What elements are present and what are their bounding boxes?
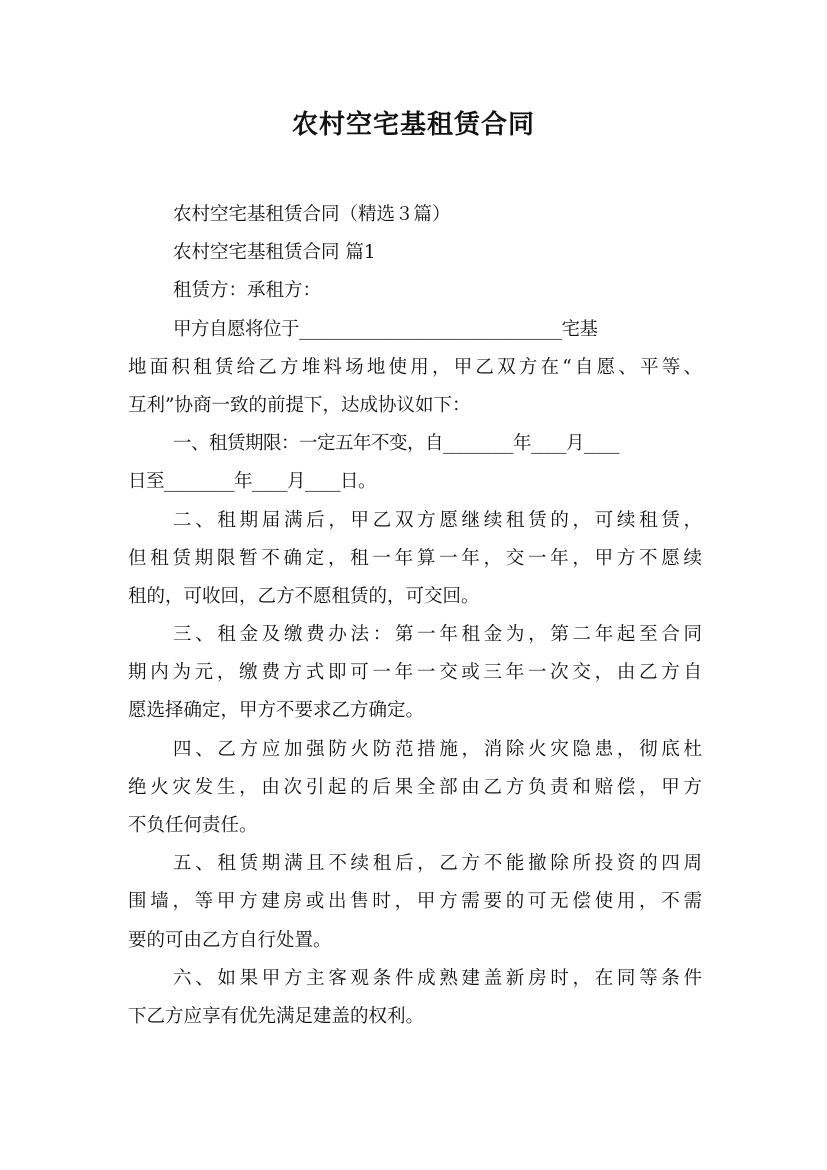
text-line: 围墙，等甲方建房或出售时，甲方需要的可无偿使用，不需 — [128, 891, 702, 913]
text-line: 互利”协商一致的前提下，达成协议如下： — [128, 394, 471, 416]
text-line: 要的可由乙方自行处置。 — [128, 929, 332, 951]
text-line: 不负任何责任。 — [128, 815, 258, 836]
text-line: 租的，可收回，乙方不愿租赁的，可交回。 — [128, 585, 480, 607]
text-line: 五、租赁期满且不续租后，乙方不能撤除所投资的四周 — [173, 853, 702, 875]
document-title: 农村空宅基租赁合同 — [291, 110, 535, 140]
text-line: 四、乙方应加强防火防范措施，消除火灾隐患，彻底杜 — [173, 738, 702, 760]
text-line: 但租赁期限暂不确定，租一年算一年，交一年，甲方不愿续 — [128, 547, 702, 569]
text-line: 日至________年____月____日。 — [128, 471, 377, 493]
text-line: 地面积租赁给乙方堆料场地使用，甲乙双方在“自愿、平等、 — [128, 356, 702, 378]
text-line: 农村空宅基租赁合同 篇1 — [173, 242, 376, 264]
text-line: 六、如果甲方主客观条件成熟建盖新房时，在同等条件 — [173, 967, 702, 989]
text-line: 农村空宅基租赁合同（精选３篇） — [173, 204, 451, 225]
text-line: 绝火灾发生，由次引起的后果全部由乙方负责和赔偿，甲方 — [128, 776, 702, 798]
text-line: 甲方自愿将位于______________________________宅基 — [173, 318, 598, 340]
text-line: 愿选择确定，甲方不要求乙方确定。 — [128, 700, 425, 722]
text-line: 租赁方：承租方： — [173, 280, 322, 302]
text-line: 三、租金及缴费办法：第一年租金为，第二年起至合同 — [173, 624, 702, 646]
text-line: 二、租期届满后，甲乙双方愿继续租赁的，可续租赁， — [173, 509, 702, 531]
text-line: 一、租赁期限：一定五年不变，自________年____月____ — [173, 433, 620, 455]
text-line: 期内为元，缴费方式即可一年一交或三年一次交，由乙方自 — [128, 662, 702, 684]
document-body — [128, 196, 702, 1036]
text-line: 下乙方应享有优先满足建盖的权利。 — [128, 1005, 425, 1027]
